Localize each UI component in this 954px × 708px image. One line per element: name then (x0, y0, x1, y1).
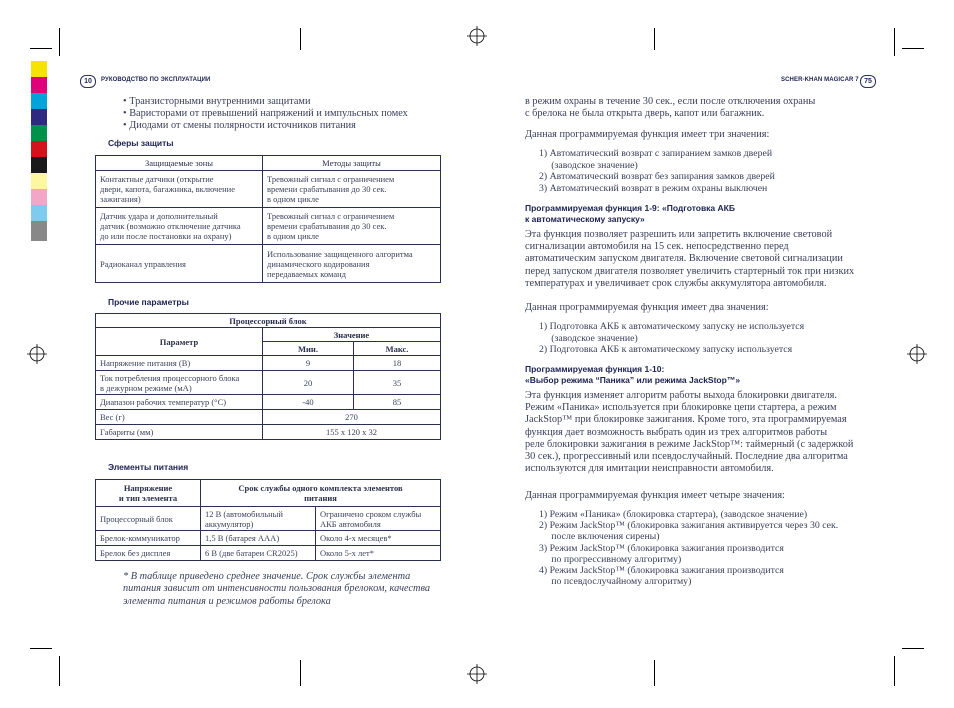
table-cell: Использование защищенного алгоритма динамического кодирования передаваемых команд (263, 245, 441, 283)
list-item: • Транзисторными внутренними защитами (123, 96, 311, 107)
color-swatch (31, 173, 47, 189)
color-swatch (31, 61, 47, 77)
table-header-row (96, 314, 441, 328)
table-cell: Ограничено сроком службы АКБ автомобиля (316, 507, 441, 531)
function-heading: Программируемая функция 1-10: «Выбор режима “Паника” или режима JackStop™» (525, 364, 741, 385)
paragraph: в режим охраны в течение 30 сек., если после отключения охраны с брелока не была открыта дверь, капот или багажник. (525, 96, 816, 120)
table-cell: Около 5-х лет* (316, 546, 441, 561)
table-cell: Тревожный сигнал с ограничением времени срабатывания до 30 сек. в одном цикле (263, 208, 441, 245)
list-item: 4) Режим JackStop™ (блокировка зажигания производится (539, 565, 784, 577)
table-cell: Габариты (мм) (96, 425, 263, 440)
table-header: Макс. (354, 342, 441, 356)
list-item: 3) Автоматический возврат в режим охраны выключен (539, 182, 768, 194)
parameters-table (95, 313, 441, 440)
crop-mark (300, 660, 301, 686)
table-row (96, 245, 441, 283)
table-cell: 270 (263, 410, 441, 425)
table-cell: Датчик удара и дополнительный датчик (возможно отключение датчика до или после постановки на охрану) (96, 208, 263, 245)
table-header: Методы защиты (263, 156, 441, 171)
table-cell: 9 (263, 356, 354, 371)
page-number: 10 (80, 75, 96, 88)
crop-mark (30, 48, 52, 49)
list-item: 1) Автоматический возврат с запиранием замков дверей (539, 148, 773, 159)
table-cell: Брелок без дисплея (96, 546, 201, 561)
table-cell: -40 (263, 395, 354, 410)
page-header-title: РУКОВОДСТВО ПО ЭКСПЛУАТАЦИИ (101, 77, 211, 83)
color-swatch (31, 77, 47, 93)
registration-mark-icon (467, 26, 487, 46)
table-cell: 20 (263, 371, 354, 395)
table-cell: 18 (354, 356, 441, 371)
list-item: 2) Подготовка АКБ к автоматическому запуску используется (539, 344, 793, 355)
crop-mark (300, 28, 301, 50)
table-cell: Ток потребления процессорного блока в дежурном режиме (мА) (96, 371, 263, 395)
list-item: после включения сирены) (539, 531, 660, 543)
table-row (96, 425, 441, 440)
bullet-list (123, 96, 408, 132)
list-item: 1) Режим «Паника» (блокировка стартера), (заводское значение) (539, 509, 808, 520)
crop-mark (902, 648, 924, 649)
page-number: 75 (860, 75, 876, 88)
list-item: • Варисторами от превышений напряжений и импульсных помех (123, 108, 408, 119)
footnote: * В таблице приведено среднее значение. Срок службы элемента питания зависит от интенсивности пользования брелоком, качества элемента питания и режимов работы брелока (123, 571, 431, 607)
table-row (96, 356, 441, 371)
table-header: Срок службы одного комплекта элементов питания (201, 480, 441, 507)
table-header: Процессорный блок (96, 314, 441, 328)
list-item: • Диодами от смены полярности источников питания (123, 120, 356, 131)
table-row (96, 171, 441, 208)
table-header: Напряжение и тип элемента (96, 480, 201, 507)
table-header-row (96, 480, 441, 507)
registration-mark-icon (907, 344, 927, 364)
list-item: по псевдослучайному алгоритму) (539, 576, 692, 588)
numbered-list (525, 321, 865, 356)
section-heading: Сферы защиты (108, 138, 174, 148)
list-item: 1) Подготовка АКБ к автоматическому запуску не используется (539, 321, 805, 332)
table-cell: 155 x 120 x 32 (263, 425, 441, 440)
numbered-list (525, 509, 865, 587)
list-item: 2) Режим JackStop™ (блокировка зажигания активируется через 30 сек. (539, 520, 839, 532)
list-item: по прогрессивному алгоритму) (539, 553, 682, 565)
table-cell: Брелок-коммуникатор (96, 531, 201, 546)
registration-mark-icon (467, 664, 487, 684)
table-row (96, 507, 441, 531)
crop-mark (654, 660, 655, 686)
table-cell: 1,5 В (батарея ААА) (201, 531, 316, 546)
color-swatch (31, 109, 47, 125)
list-item: (заводское значение) (539, 332, 638, 344)
table-cell: Напряжение питания (В) (96, 356, 263, 371)
table-cell: 12 В (автомобильный аккумулятор) (201, 507, 316, 531)
table-header-row (96, 156, 441, 171)
table-cell: Около 4-х месяцев* (316, 531, 441, 546)
table-cell: 6 В (две батареи CR2025) (201, 546, 316, 561)
paragraph: Эта функция изменяет алгоритм работы выхода блокировки двигателя. Режим «Паника» используется при блокировке цепи стартера, а режим JackStop™ при блокировке зажигания. Кроме того, эта программируемая функция дает возможность выбрать один из трех алгоритмов работы реле блокировки зажигания в режиме JackStop™: таймерный (с задержкой 30 сек.), прогрессивный или псевдослучайный. Последние два алгоритма используются для имитации неисправности автомобиля. (525, 390, 854, 475)
color-swatch (31, 205, 47, 221)
table-cell: Контактные датчики (открытие двери, капота, багажника, включение зажигания) (96, 171, 263, 208)
color-swatch (31, 125, 47, 141)
protection-table (95, 155, 441, 283)
crop-mark (30, 648, 52, 649)
table-header: Параметр (96, 328, 263, 356)
page-header-title: SCHER-KHAN MAGICAR 7 (781, 77, 859, 83)
list-item: 3) Режим JackStop™ (блокировка зажигания производится (539, 542, 784, 554)
table-cell: Диапазон рабочих температур (°С) (96, 395, 263, 410)
power-table (95, 479, 441, 561)
table-cell: Тревожный сигнал с ограничением времени срабатывания до 30 сек. в одном цикле (263, 171, 441, 208)
crop-mark (59, 28, 60, 56)
table-cell: Вес (г) (96, 410, 263, 425)
table-row (96, 371, 441, 395)
crop-mark (894, 656, 895, 686)
color-swatch (31, 141, 47, 157)
color-swatch (31, 93, 47, 109)
table-row (96, 531, 441, 546)
section-heading: Элементы питания (108, 462, 189, 472)
list-item: (заводское значение) (539, 159, 638, 171)
table-row (96, 208, 441, 245)
crop-mark (902, 48, 924, 49)
section-heading: Прочие параметры (108, 297, 189, 307)
function-heading: Программируемая функция 1-9: «Подготовка АКБ к автоматическому запуску» (525, 203, 735, 224)
color-swatch (31, 189, 47, 205)
paragraph: Данная программируемая функция имеет четыре значения: (525, 490, 785, 501)
color-swatch (31, 157, 47, 173)
table-header: Защищаемые зоны (96, 156, 263, 171)
color-swatch (31, 221, 47, 241)
table-cell: Радиоканал управления (96, 245, 263, 283)
list-item: 2) Автоматический возврат без запирания замков дверей (539, 171, 775, 182)
numbered-list (525, 148, 865, 194)
table-header: Значение (263, 328, 441, 342)
table-header: Мин. (263, 342, 354, 356)
crop-mark (59, 656, 60, 686)
paragraph: Данная программируемая функция имеет два значения: (525, 302, 769, 313)
crop-mark (654, 28, 655, 50)
table-cell: Процессорный блок (96, 507, 201, 531)
table-row (96, 546, 441, 561)
table-row (96, 395, 441, 410)
registration-mark-icon (27, 344, 47, 364)
table-cell: 85 (354, 395, 441, 410)
paragraph: Данная программируемая функция имеет три значения: (525, 129, 770, 140)
crop-mark (894, 28, 895, 56)
table-header-row (96, 328, 441, 342)
table-row (96, 410, 441, 425)
paragraph: Эта функция позволяет разрешить или запретить включение световой сигнализации автомобиля на 15 сек. непосредственно перед автоматическим запуском двигателя. Включение световой сигнализации перед запуском двигателя позволяет увеличить стартерный ток при низких температурах и увеличивает срок службы аккумулятора автомобиля. (525, 229, 855, 289)
table-cell: 35 (354, 371, 441, 395)
